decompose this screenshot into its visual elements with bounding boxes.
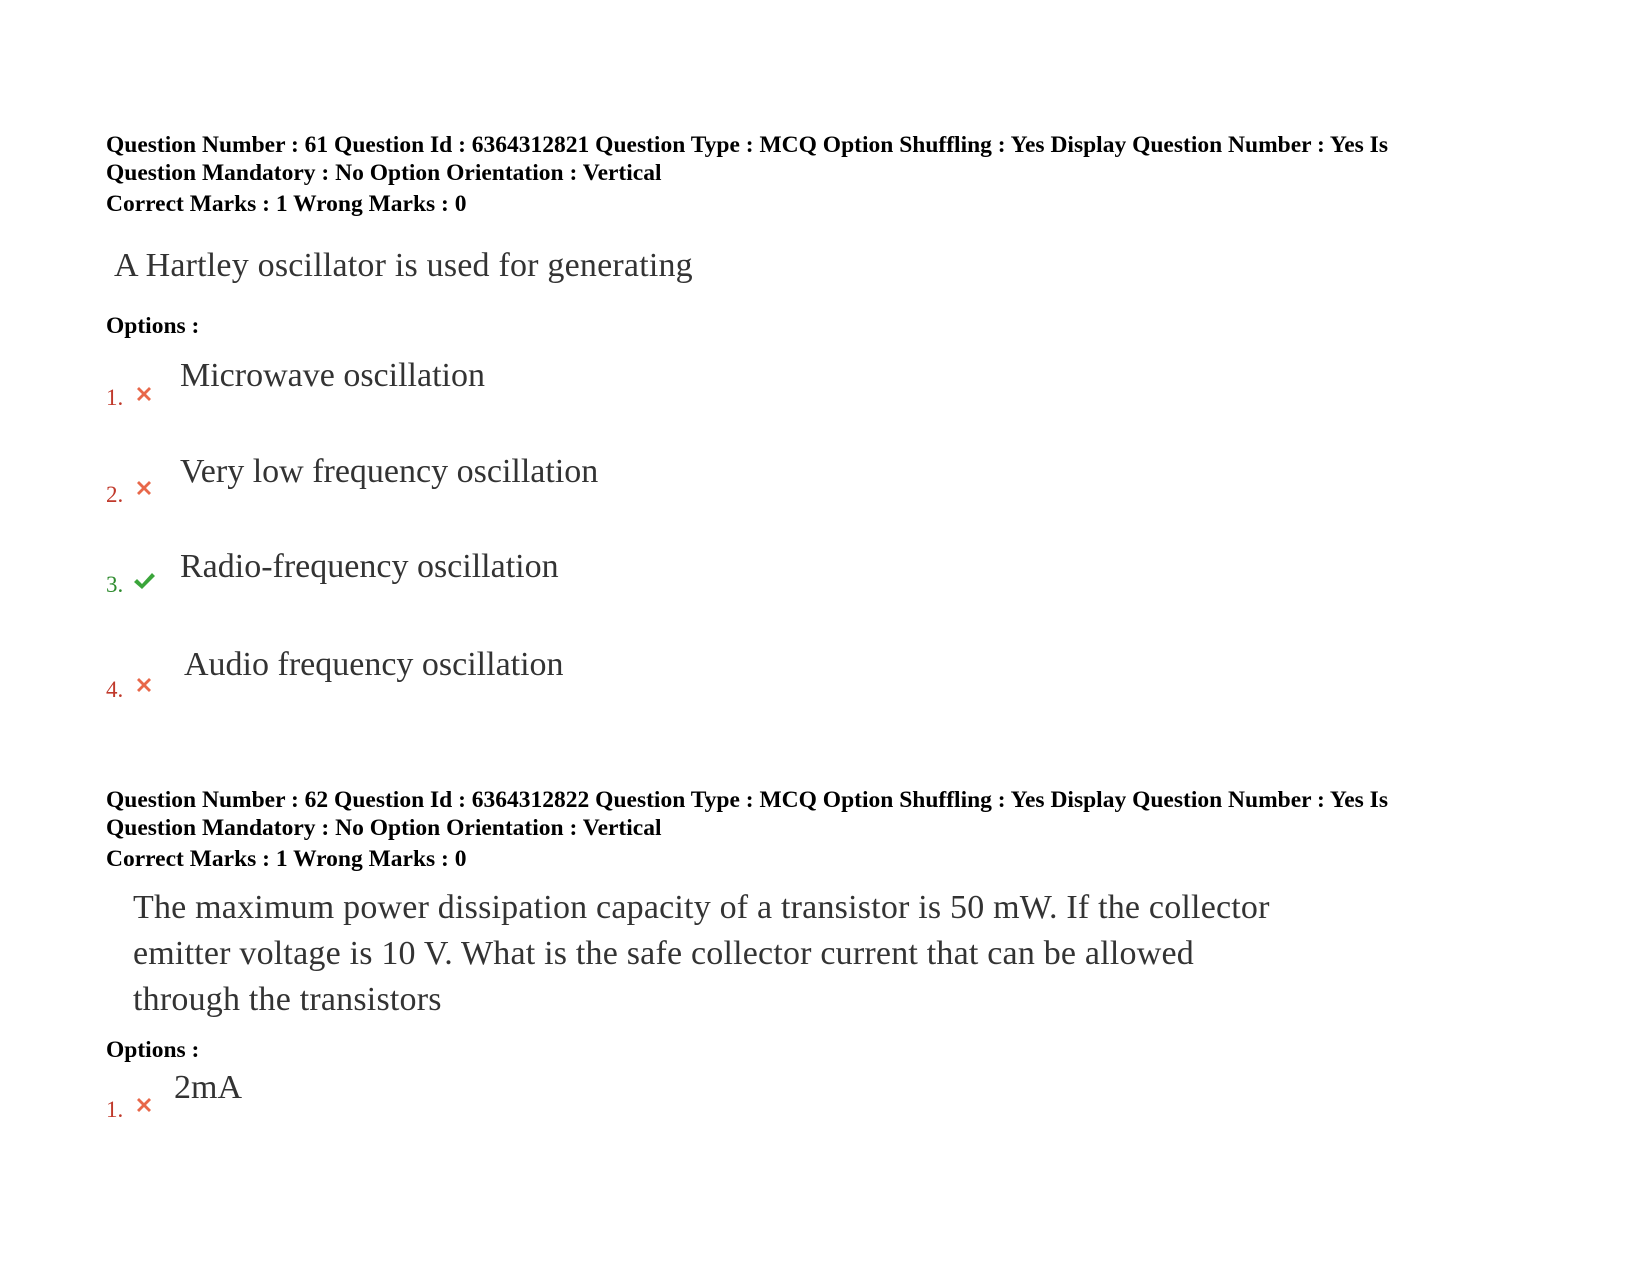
question-text-line-2: emitter voltage is 10 V. What is the safe collector current that can be allowed [133,935,1194,972]
cross-icon [132,673,156,697]
option-number: 3. [106,572,124,597]
question-text [133,885,1278,1023]
option-text: 2mA [174,1069,242,1106]
question-header-line-1: Question Number : 61 Question Id : 6364312821 Question Type : MCQ Option Shuffling : Yes Display Question Number : Yes Is [106,132,1388,158]
cross-icon [132,476,156,500]
question-header [106,131,1546,187]
cross-icon [132,382,156,406]
option-number: 1. [106,385,124,410]
question-header [106,786,1546,842]
option-text: Radio-frequency oscillation [180,548,559,585]
option-number: 1. [106,1097,124,1122]
check-icon [132,569,156,593]
option-number: 4. [106,677,124,702]
question-header-line-2: Question Mandatory : No Option Orientation : Vertical [106,160,662,186]
option-text: Microwave oscillation [180,357,485,394]
question-text-line-3: through the transistors [133,981,442,1018]
option-text: Very low frequency oscillation [180,453,599,490]
question-marks: Correct Marks : 1 Wrong Marks : 0 [106,846,467,872]
cross-icon [132,1093,156,1117]
question-header-line-1: Question Number : 62 Question Id : 6364312822 Question Type : MCQ Option Shuffling : Yes Display Question Number : Yes Is [106,787,1388,813]
question-header-line-2: Question Mandatory : No Option Orientation : Vertical [106,815,662,841]
question-text: A Hartley oscillator is used for generating [114,247,693,284]
option-text: Audio frequency oscillation [184,646,564,683]
options-label: Options : [106,313,200,339]
options-label: Options : [106,1037,200,1063]
question-marks: Correct Marks : 1 Wrong Marks : 0 [106,191,467,217]
option-number: 2. [106,482,124,507]
question-text-line-1: The maximum power dissipation capacity of a transistor is 50 mW. If the collector [133,889,1270,926]
